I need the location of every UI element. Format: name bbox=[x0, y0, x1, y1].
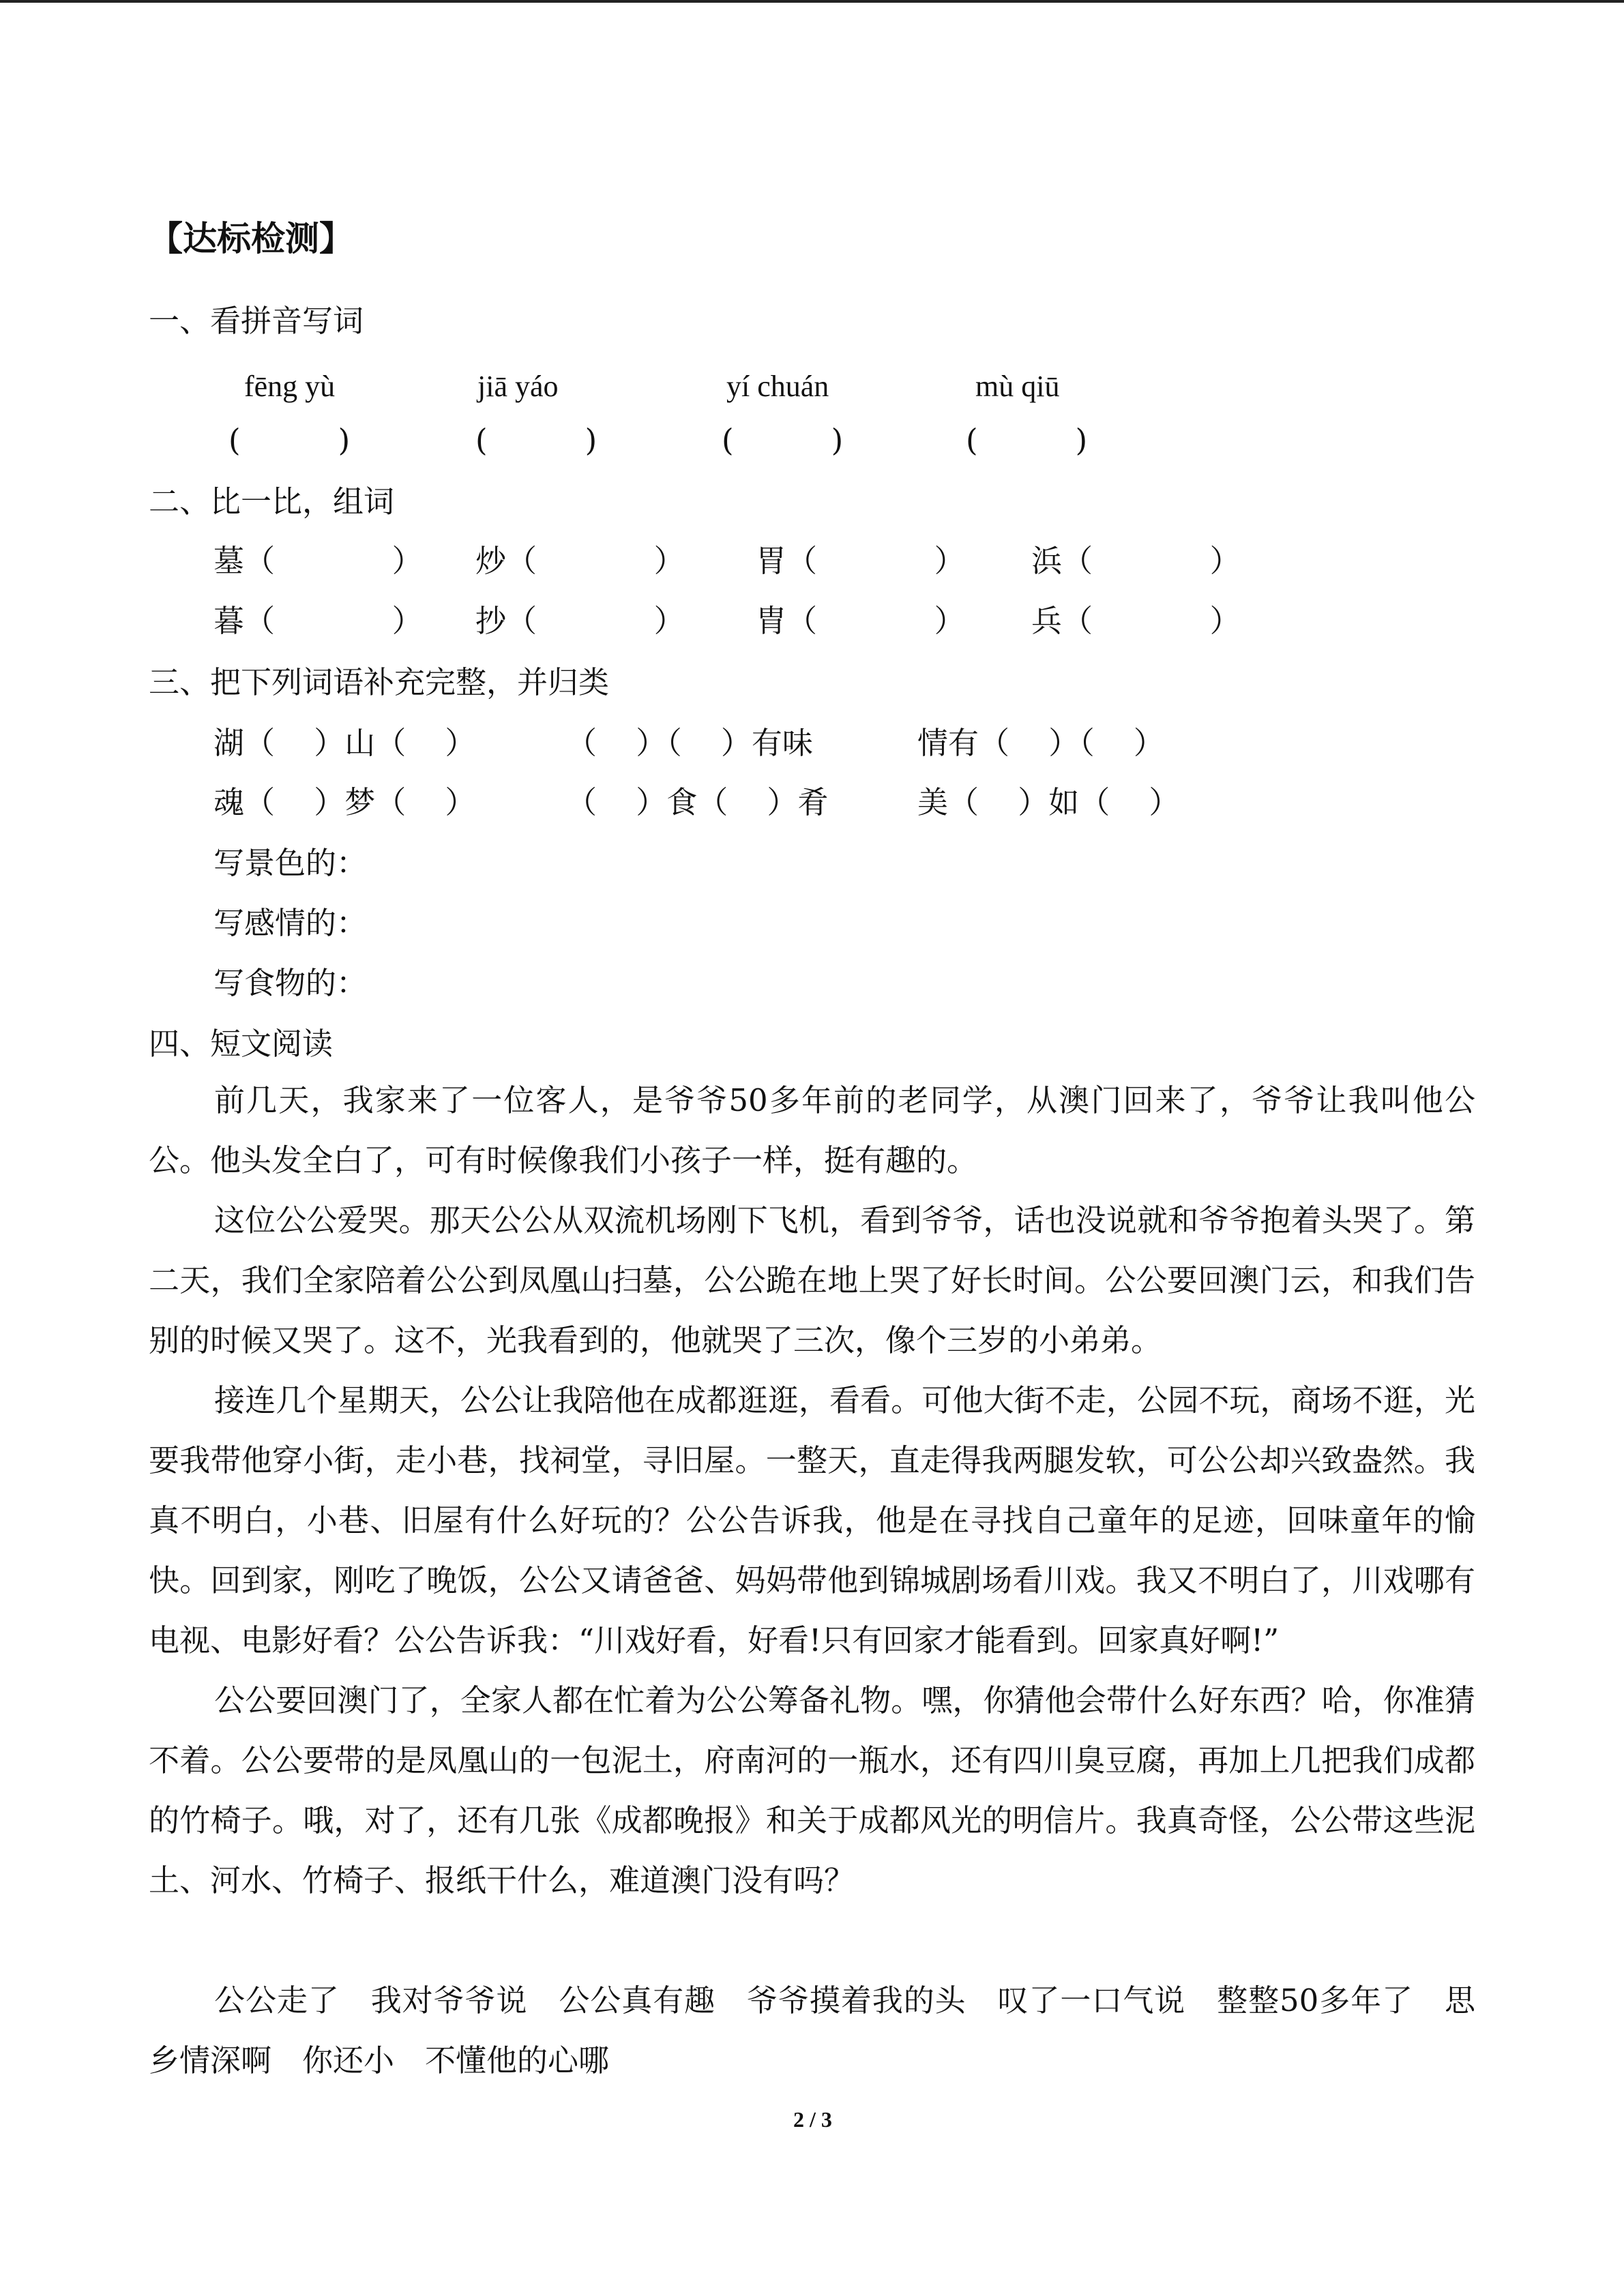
category-emotion: 写感情的： bbox=[213, 905, 368, 941]
category-scenery: 写景色的： bbox=[213, 845, 368, 881]
page-number: 2 / 3 bbox=[793, 2107, 832, 2132]
page-title: 【达标检测】 bbox=[149, 219, 353, 258]
page-top-border bbox=[0, 0, 1624, 3]
pinyin-3: yí chuán bbox=[726, 370, 829, 403]
section3-heading: 三、把下列词语补充完整，并归类 bbox=[149, 664, 610, 700]
word-pair-7[interactable]: 胄（ ） bbox=[756, 603, 965, 639]
word-pair-1[interactable]: 墓（ ） bbox=[213, 543, 423, 579]
reading-paragraph-3: 接连几个星期天，公公让我陪他在成都逛逛，看看。可他大街不走，公园不玩，商场不逛，光要我带他穿小街，走小巷，找祠堂，寻旧屋。一整天，直走得我两腿发软，可公公却兴致盎然。我真不明白，小巷、旧屋有什么好玩的？公公告诉我，他是在寻找自己童年的足迹，回味童年的愉快。回到家，刚吃了晚饭，公公又请爸爸、妈妈带他到锦城剧场看川戏。我又不明白了，川戏哪有电视、电影好看？公公告诉我：“川戏好看，好看!只有回家才能看到。回家真好啊!” bbox=[149, 1382, 1475, 1658]
word-pair-5[interactable]: 暮（ ） bbox=[213, 603, 423, 639]
answer-blank-3[interactable]: ( ) bbox=[722, 422, 844, 458]
idiom-2[interactable]: （ ）（ ）有味 bbox=[566, 725, 813, 761]
word-pair-3[interactable]: 胃（ ） bbox=[756, 543, 965, 579]
section1-heading: 一、看拼音写词 bbox=[149, 303, 364, 339]
idiom-4[interactable]: 魂（ ）梦（ ） bbox=[213, 784, 476, 820]
idiom-3[interactable]: 情有（ ）（ ） bbox=[917, 725, 1164, 761]
word-pair-2[interactable]: 炒（ ） bbox=[475, 543, 685, 579]
idiom-5[interactable]: （ ）食（ ）肴 bbox=[566, 784, 829, 820]
reading-paragraph-5: 公公走了 我对爷爷说 公公真有趣 爷爷摸着我的头 叹了一口气说 整整50多年了 思乡情深啊 你还小 不懂他的心哪 bbox=[149, 1982, 1475, 2078]
word-pair-4[interactable]: 浜（ ） bbox=[1031, 543, 1241, 579]
section2-heading: 二、比一比，组词 bbox=[149, 483, 395, 520]
reading-paragraph-4: 公公要回澳门了，全家人都在忙着为公公筹备礼物。嘿，你猜他会带什么好东西？哈，你准猜不着。公公要带的是凤凰山的一包泥土，府南河的一瓶水，还有四川臭豆腐，再加上几把我们成都的竹椅子。哦，对了，还有几张《成都晚报》和关于成都风光的明信片。我真奇怪，公公带这些泥土、河水、竹椅子、报纸干什么，难道澳门没有吗？ bbox=[149, 1682, 1475, 1898]
pinyin-1: fēng yù bbox=[244, 370, 336, 403]
word-pair-8[interactable]: 兵（ ） bbox=[1031, 603, 1241, 639]
idiom-1[interactable]: 湖（ ）山（ ） bbox=[213, 725, 476, 761]
pinyin-4: mù qiū bbox=[975, 370, 1060, 403]
section4-heading: 四、短文阅读 bbox=[149, 1026, 334, 1062]
reading-paragraph-1: 前几天，我家来了一位客人，是爷爷50多年前的老同学，从澳门回来了，爷爷让我叫他公公。他头发全白了，可有时候像我们小孩子一样，挺有趣的。 bbox=[149, 1082, 1475, 1178]
answer-blank-4[interactable]: ( ) bbox=[966, 422, 1088, 458]
reading-paragraph-2: 这位公公爱哭。那天公公从双流机场刚下飞机，看到爷爷，话也没说就和爷爷抱着头哭了。第二天，我们全家陪着公公到凤凰山扫墓，公公跪在地上哭了好长时间。公公要回澳门云，和我们告别的时候又哭了。这不，光我看到的，他就哭了三次，像个三岁的小弟弟。 bbox=[149, 1202, 1475, 1358]
category-food: 写食物的： bbox=[213, 965, 368, 1001]
pinyin-2: jiā yáo bbox=[477, 370, 559, 403]
word-pair-6[interactable]: 抄（ ） bbox=[475, 603, 685, 639]
answer-blank-1[interactable]: ( ) bbox=[228, 422, 351, 458]
idiom-6[interactable]: 美（ ）如（ ） bbox=[917, 784, 1180, 820]
answer-blank-2[interactable]: ( ) bbox=[475, 422, 597, 458]
